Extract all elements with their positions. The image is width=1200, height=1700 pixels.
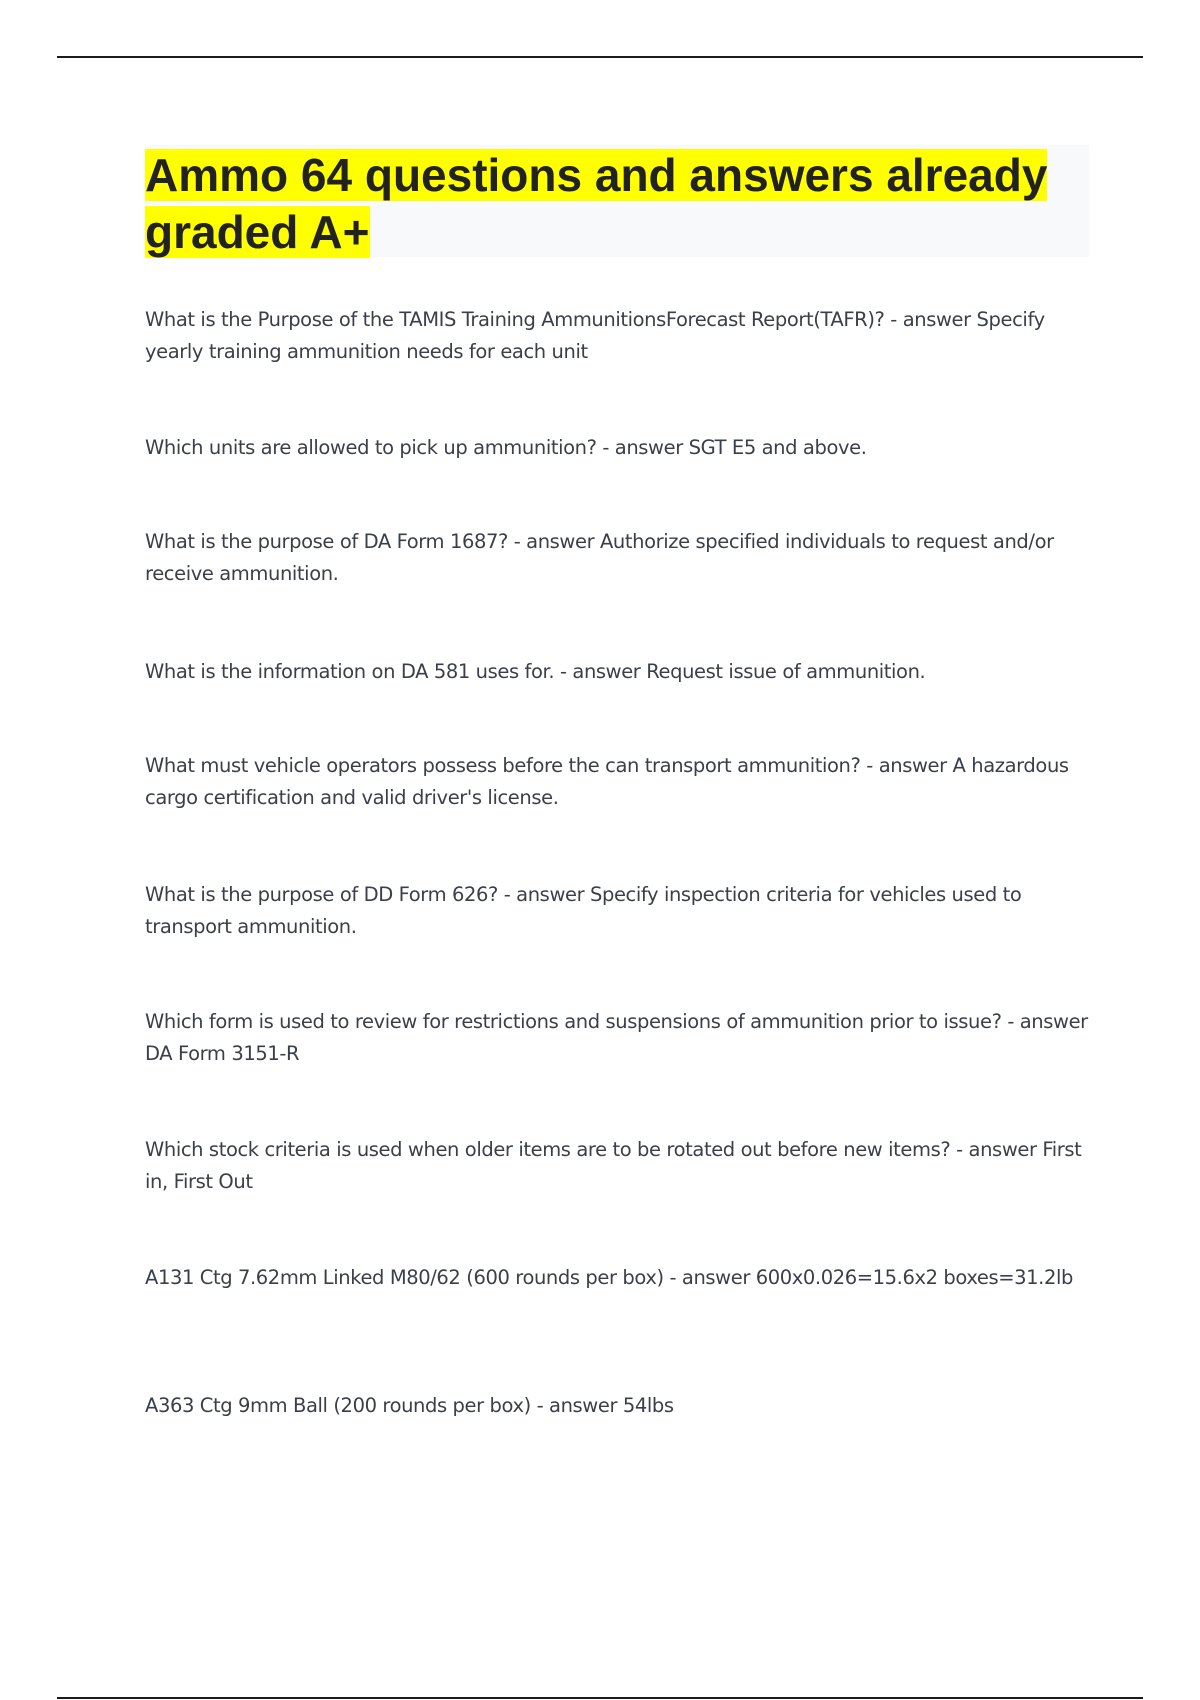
document-title [145,147,1095,261]
title-highlight: Ammo 64 questions and answers already graded A+ [145,149,1048,258]
qa-item-1: What is the Purpose of the TAMIS Training AmmunitionsForecast Report(TAFR)? - answer Specify yearly training ammunition needs for each unit [145,308,1045,363]
qa-item-8: Which stock criteria is used when older items are to be rotated out before new items? - answer First in, First Out [145,1138,1082,1193]
qa-item-10: A363 Ctg 9mm Ball (200 rounds per box) - answer 54lbs [145,1394,674,1417]
qa-item-6: What is the purpose of DD Form 626? - answer Specify inspection criteria for vehicles used to transport ammunition. [145,883,1022,938]
qa-item-5: What must vehicle operators possess before the can transport ammunition? - answer A hazardous cargo certification and valid driver's license. [145,754,1069,809]
qa-item-3: What is the purpose of DA Form 1687? - answer Authorize specified individuals to request and/or receive ammunition. [145,530,1054,585]
footer-rule [57,1697,1143,1699]
qa-item-9: A131 Ctg 7.62mm Linked M80/62 (600 rounds per box) - answer 600x0.026=15.6x2 boxes=31.2lb [145,1266,1073,1289]
qa-item-7: Which form is used to review for restrictions and suspensions of ammunition prior to issue? - answer DA Form 3151-R [145,1010,1088,1065]
qa-item-4: What is the information on DA 581 uses for. - answer Request issue of ammunition. [145,660,926,683]
qa-item-2: Which units are allowed to pick up ammunition? - answer SGT E5 and above. [145,436,867,459]
header-rule [57,56,1143,58]
